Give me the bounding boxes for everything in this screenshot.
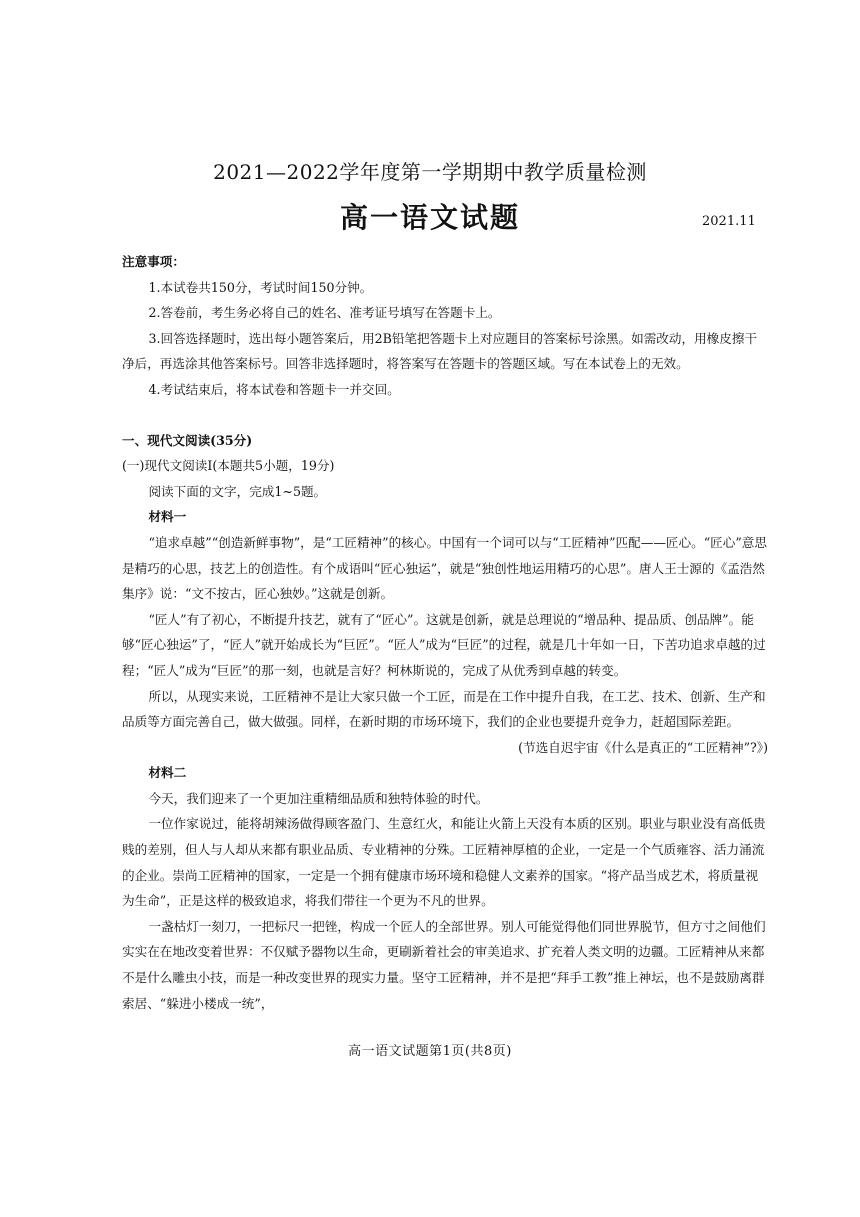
page-footer: 高一语文试题第1页(共8页) bbox=[348, 1044, 512, 1059]
material1-paragraph: “匠人”有了初心，不断提升技艺，就有了“匠心”。这就是创新，就是总理说的“增品种、提品质、创品牌”。能够“匠心独运”了，“匠人”就开始成长为“巨匠”。“匠人”成为“巨匠”的过程，就是几十年如一日，下苦功追求卓越的过程；“匠人”成为“巨匠”的那一刻，也就是言好？柯林斯说的，完成了从优秀到卓越的转变。 bbox=[122, 611, 766, 678]
exam-content bbox=[122, 249, 768, 1016]
section-instruction: 阅读下面的文字，完成1~5题。 bbox=[148, 483, 327, 499]
notice-item: 1.本试卷共150分，考试时间150分钟。 bbox=[148, 279, 373, 295]
material1-source: (节选自迟宇宙《什么是真正的“工匠精神”?》) bbox=[518, 739, 768, 755]
exam-title: 2021—2022学年度第一学期期中教学质量检测 bbox=[213, 160, 647, 184]
exam-date: 2021.11 bbox=[702, 214, 756, 229]
section-subheading: (一)现代文阅读Ⅰ(本题共5小题，19分) bbox=[122, 458, 335, 474]
notice-item: 2.答卷前，考生务必将自己的姓名、准考证号填写在答题卡上。 bbox=[148, 305, 501, 321]
material1-paragraph: 所以，从现实来说，工匠精神不是让大家只做一个工匠，而是在工作中提升自我，在工艺、技术、创新、生产和品质等方面完善自己，做大做强。同样，在新时期的市场环境下，我们的企业也要提升竞争力，赶超国际差距。 bbox=[122, 688, 766, 730]
exam-subtitle: 高一语文试题 bbox=[339, 201, 520, 234]
material2-paragraph: 一盏枯灯一刻刀，一把标尺一把锉，构成一个匠人的全部世界。别人可能觉得他们同世界脱节，但方寸之间他们实实在在地改变着世界：不仅赋予器物以生命，更刷新着社会的审美追求、扩充着人类文明的边疆。工匠精神从来都不是什么雕虫小技，而是一种改变世界的现实力量。坚守工匠精神，并不是把“拜手工教”推上神坛，也不是鼓励离群索居、“躲进小楼成一统”， bbox=[122, 918, 766, 1011]
material1-label: 材料一 bbox=[148, 509, 187, 525]
notice-item: 4.考试结束后，将本试卷和答题卡一并交回。 bbox=[148, 381, 400, 397]
notice-heading: 注意事项： bbox=[122, 254, 185, 269]
notice-item: 3.回答选择题时，选出每小题答案后，用2B铅笔把答题卡上对应题目的答案标号涂黑。如需改动，用橡皮擦干净后，再选涂其他答案标号。回答非选择题时，将答案写在答题卡的答题区域。写在本试卷上的无效。 bbox=[122, 330, 758, 372]
material2-label: 材料二 bbox=[148, 765, 187, 781]
material1-paragraph: “追求卓越”“创造新鲜事物”，是“工匠精神”的核心。中国有一个词可以与“工匠精神”匹配——匠心。“匠心”意思是精巧的心思，技艺上的创造性。有个成语叫“匠心独运”，就是“独创性地运用精巧的心思”。唐人王士源的《孟浩然集序》说：“文不按古，匠心独妙。”这就是创新。 bbox=[122, 534, 767, 602]
spacer bbox=[122, 403, 768, 428]
material2-paragraph: 今天，我们迎来了一个更加注重精细品质和独特体验的时代。 bbox=[148, 790, 489, 806]
section-heading: 一、现代文阅读(35分) bbox=[122, 432, 253, 448]
material2-paragraph: 一位作家说过，能将胡辣汤做得顾客盈门、生意红火，和能让火箭上天没有本质的区别。职业与职业没有高低贵贱的差别，但人与人却从来都有职业品质、专业精神的分殊。工匠精神厚植的企业，一定是一个气质雍容、活力涌流的企业。崇尚工匠精神的国家，一定是一个拥有健康市场环境和稳健人文素养的国家。“将产品当成艺术，将质量视为生命”，正是这样的极致追求，将我们带往一个更为不凡的世界。 bbox=[122, 816, 766, 909]
